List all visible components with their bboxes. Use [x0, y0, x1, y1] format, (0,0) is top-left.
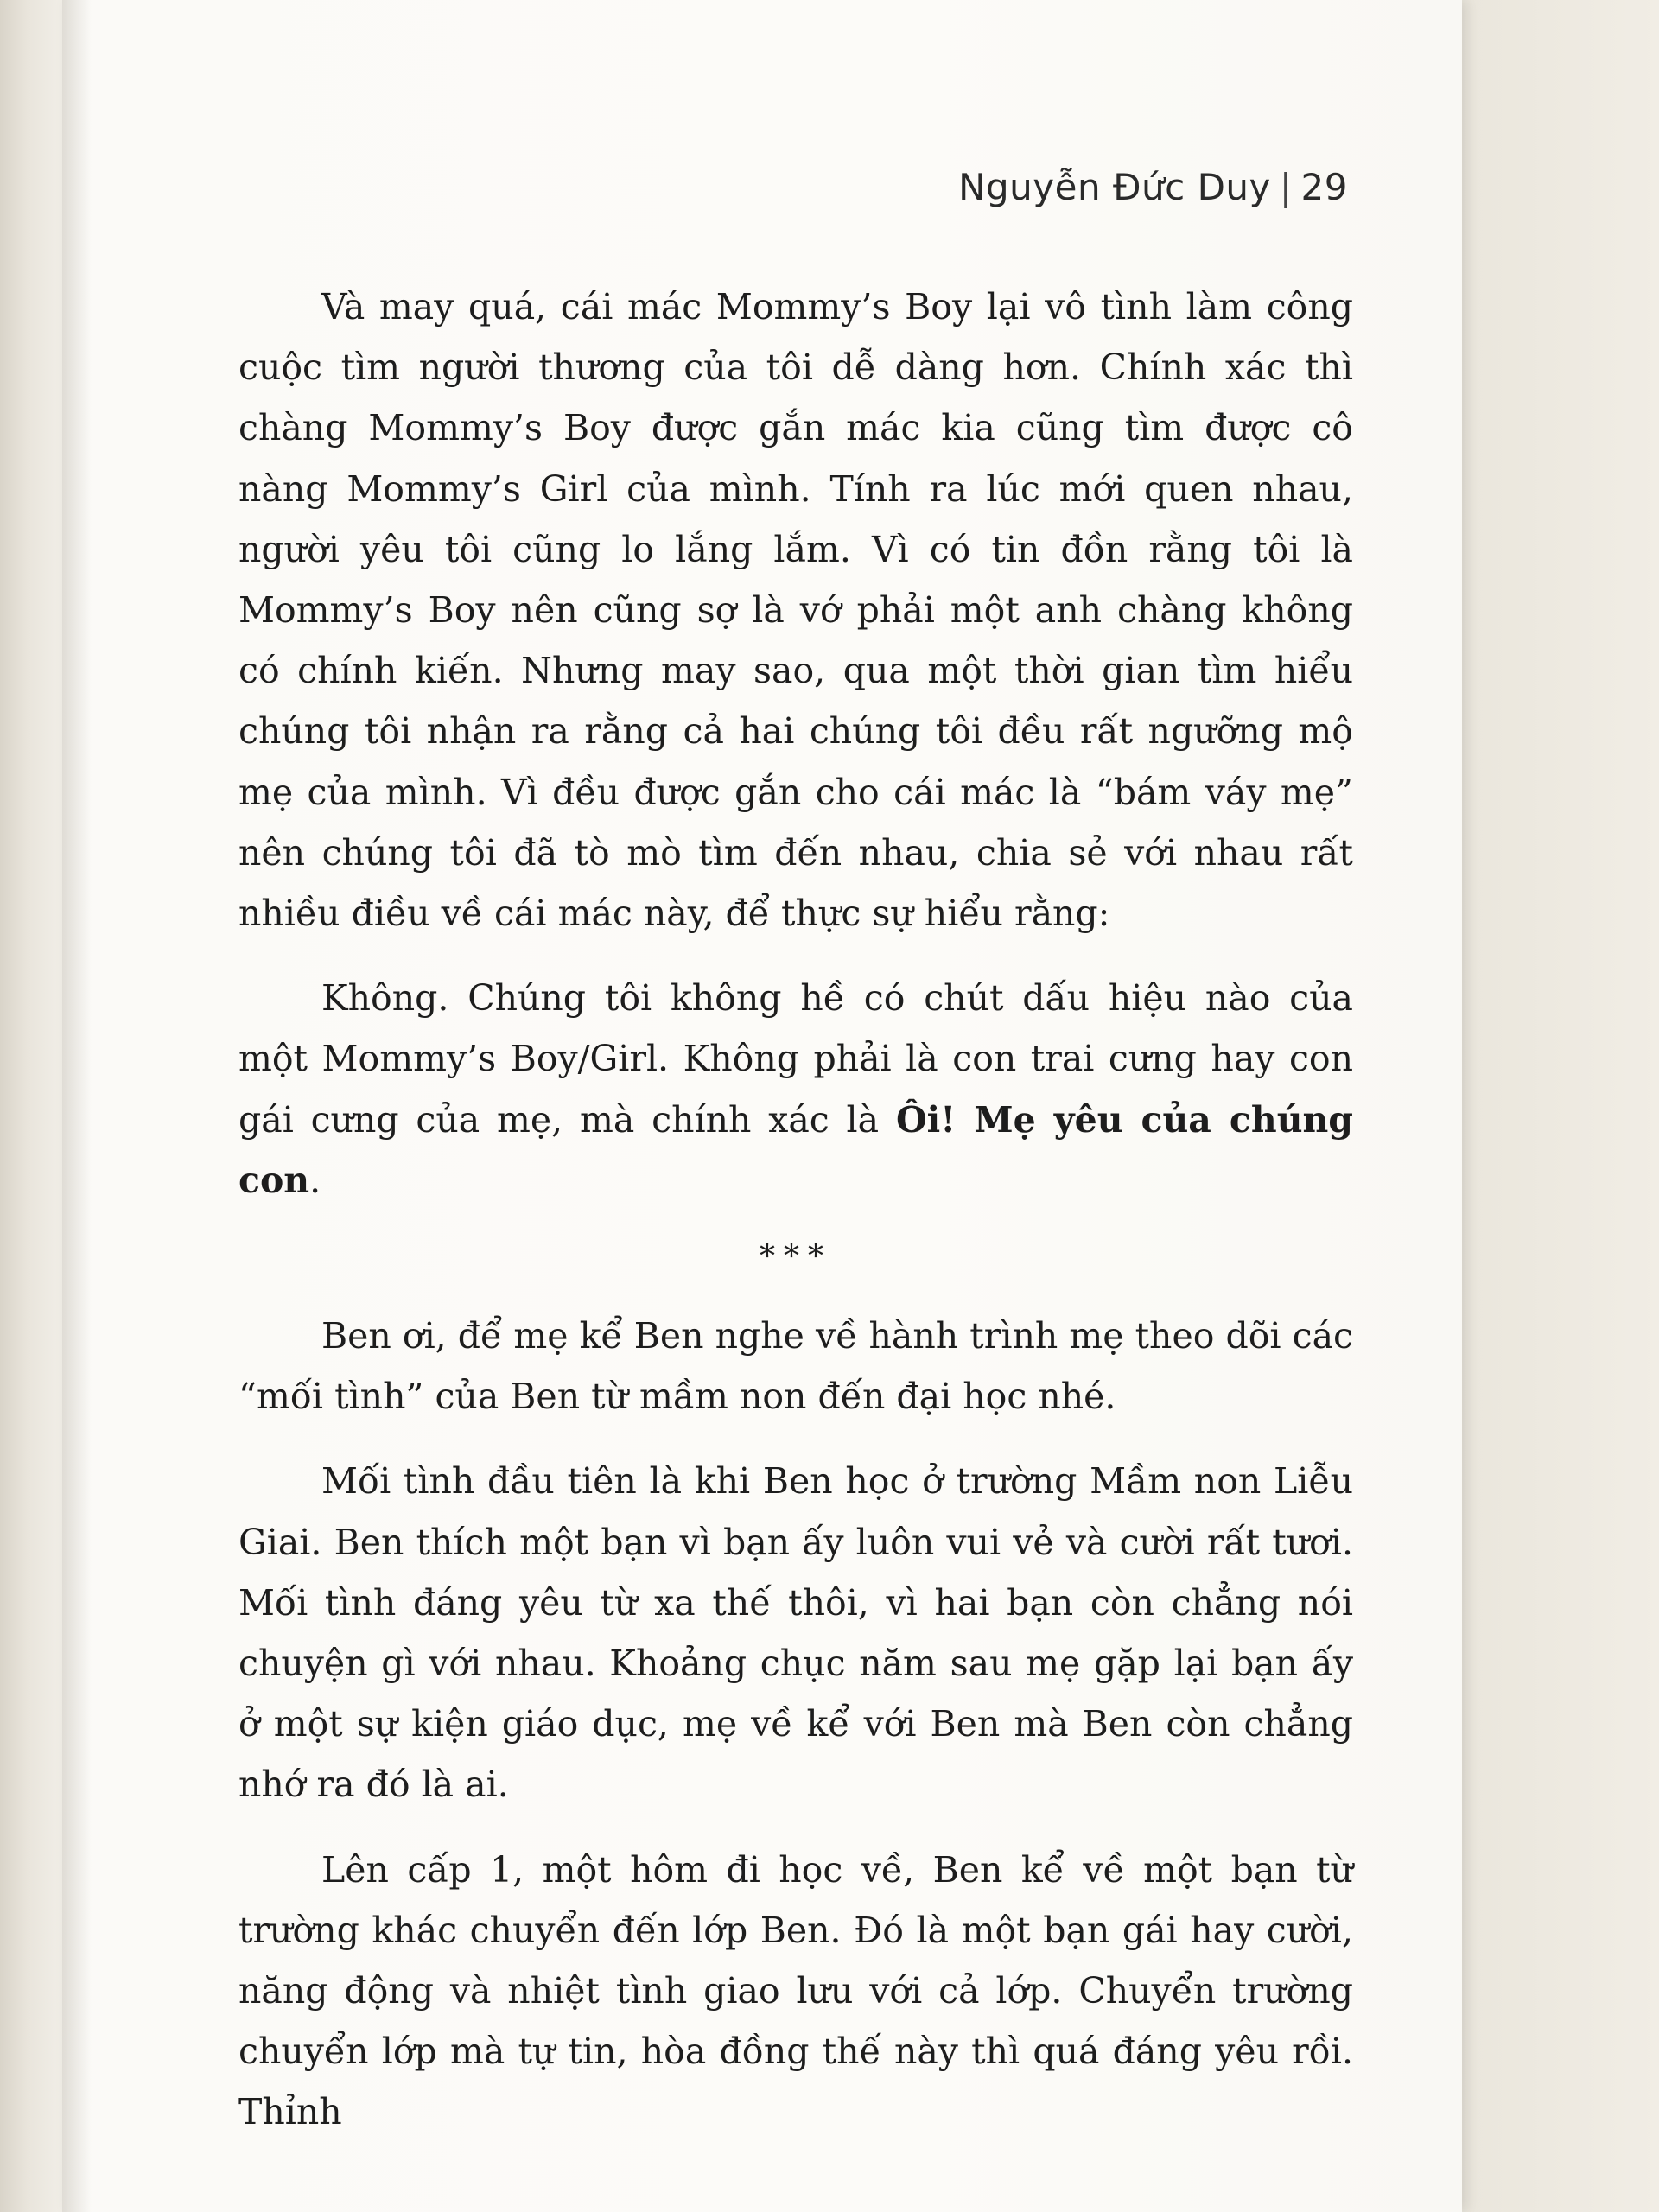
background-right — [1462, 0, 1659, 2212]
body-text — [238, 276, 1353, 2167]
running-head-author: Nguyễn Đức Duy — [958, 166, 1271, 208]
emphasis-text: Ôi! Mẹ yêu của chúng con — [238, 1098, 1353, 1201]
paragraph: Lên cấp 1, một hôm đi học về, Ben kể về một bạn từ trường khác chuyển đến lớp Ben. Đó là một bạn gái hay cười, năng động và nhiệt tình giao lưu với cả lớp. Chuyển trường chuyển lớp mà tự tin, hòa đồng thế này thì quá đáng yêu rồi. Thỉnh — [238, 1848, 1353, 2133]
section-divider: *** — [760, 1239, 832, 1275]
page-number: 29 — [1300, 166, 1348, 208]
page-gutter-shadow — [62, 0, 92, 2212]
book-left-edge — [0, 0, 63, 2212]
running-head — [958, 166, 1348, 208]
paragraph: Ben ơi, để mẹ kể Ben nghe về hành trình mẹ theo dõi các “mối tình” của Ben từ mầm non đến đại học nhé. — [238, 1315, 1353, 1418]
paragraph — [238, 968, 1353, 1211]
paragraph: Mối tình đầu tiên là khi Ben học ở trường Mầm non Liễu Giai. Ben thích một bạn vì bạn ấy luôn vui vẻ và cười rất tươi. Mối tình đáng yêu từ xa thế thôi, vì hai bạn còn chẳng nói chuyện gì với nhau. Khoảng chục năm sau mẹ gặp lại bạn ấy ở một sự kiện giáo dục, mẹ về kể với Ben mà Ben còn chẳng nhớ ra đó là ai. — [238, 1460, 1353, 1806]
running-head-separator: | — [1279, 166, 1293, 208]
paragraph: Và may quá, cái mác Mommy’s Boy lại vô tình làm công cuộc tìm người thương của tôi dễ dàng hơn. Chính xác thì chàng Mommy’s Boy được gắn mác kia cũng tìm được cô nàng Mommy’s Girl của mình. Tính ra lúc mới quen nhau, người yêu tôi cũng lo lắng lắm. Vì có tin đồn rằng tôi là Mommy’s Boy nên cũng sợ là vớ phải một anh chàng không có chính kiến. Nhưng may sao, qua một thời gian tìm hiểu chúng tôi nhận ra rằng cả hai chúng tôi đều rất ngưỡng mộ mẹ của mình. Vì đều được gắn cho cái mác là “bám váy mẹ” nên chúng tôi đã tò mò tìm đến nhau, chia sẻ với nhau rất nhiều điều về cái mác này, để thực sự hiểu rằng: — [238, 286, 1353, 935]
emphasis-end: . — [309, 1159, 321, 1201]
paragraph-text: Không. Chúng tôi không hề có chút dấu hiệu nào của một Mommy’s Boy/Girl. Không phải là con trai cưng hay con gái cưng của mẹ, mà chính xác là — [238, 977, 1353, 1141]
